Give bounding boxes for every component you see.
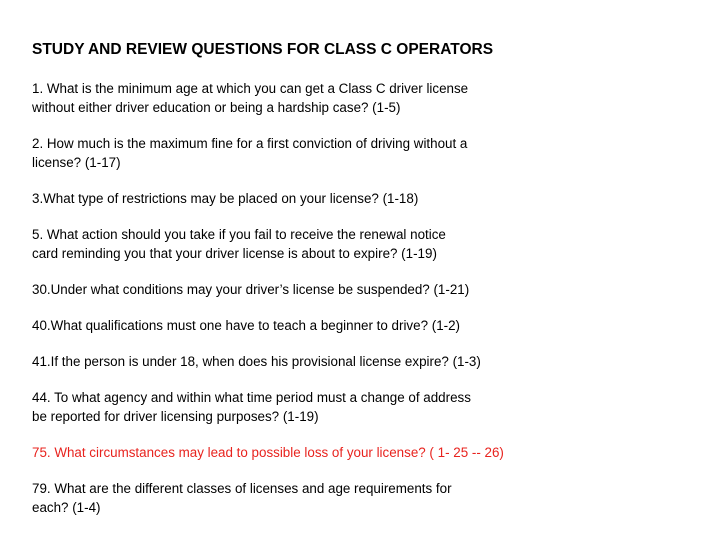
question-item — [32, 479, 712, 517]
question-text-line: 2. How much is the maximum fine for a first conviction of driving without a — [32, 136, 468, 151]
question-text-line: 1. What is the minimum age at which you can get a Class C driver license — [32, 81, 469, 96]
question-item — [32, 388, 712, 426]
question-item — [32, 280, 712, 299]
question-text-line: card reminding you that your driver license is about to expire? (1-19) — [32, 246, 437, 261]
document-page — [32, 40, 712, 534]
question-text-line: each? (1-4) — [32, 500, 101, 515]
question-text-line: 44. To what agency and within what time period must a change of address — [32, 390, 471, 405]
question-text-line: 30.Under what conditions may your driver’s license be suspended? (1-21) — [32, 282, 470, 297]
question-text-line: be reported for driver licensing purposes? (1-19) — [32, 409, 319, 424]
page-title: STUDY AND REVIEW QUESTIONS FOR CLASS C OPERATORS — [32, 41, 494, 58]
question-item — [32, 189, 712, 208]
question-text-line: 40.What qualifications must one have to teach a beginner to drive? (1-2) — [32, 318, 461, 333]
question-item — [32, 352, 712, 371]
question-item — [32, 79, 712, 117]
question-text-line: 5. What action should you take if you fail to receive the renewal notice — [32, 227, 446, 242]
question-item-highlighted — [32, 443, 712, 462]
question-text-line: 41.If the person is under 18, when does his provisional license expire? (1-3) — [32, 354, 481, 369]
question-text-line: license? (1-17) — [32, 155, 121, 170]
question-item — [32, 316, 712, 335]
question-text-line: 79. What are the different classes of licenses and age requirements for — [32, 481, 452, 496]
question-text-line: 3.What type of restrictions may be placed on your license? (1-18) — [32, 191, 419, 206]
question-list — [32, 79, 712, 517]
question-text-line: 75. What circumstances may lead to possible loss of your license? ( 1- 25 -- 26) — [32, 445, 504, 460]
question-text-line: without either driver education or being a hardship case? (1-5) — [32, 100, 401, 115]
question-item — [32, 134, 712, 172]
question-item — [32, 225, 712, 263]
